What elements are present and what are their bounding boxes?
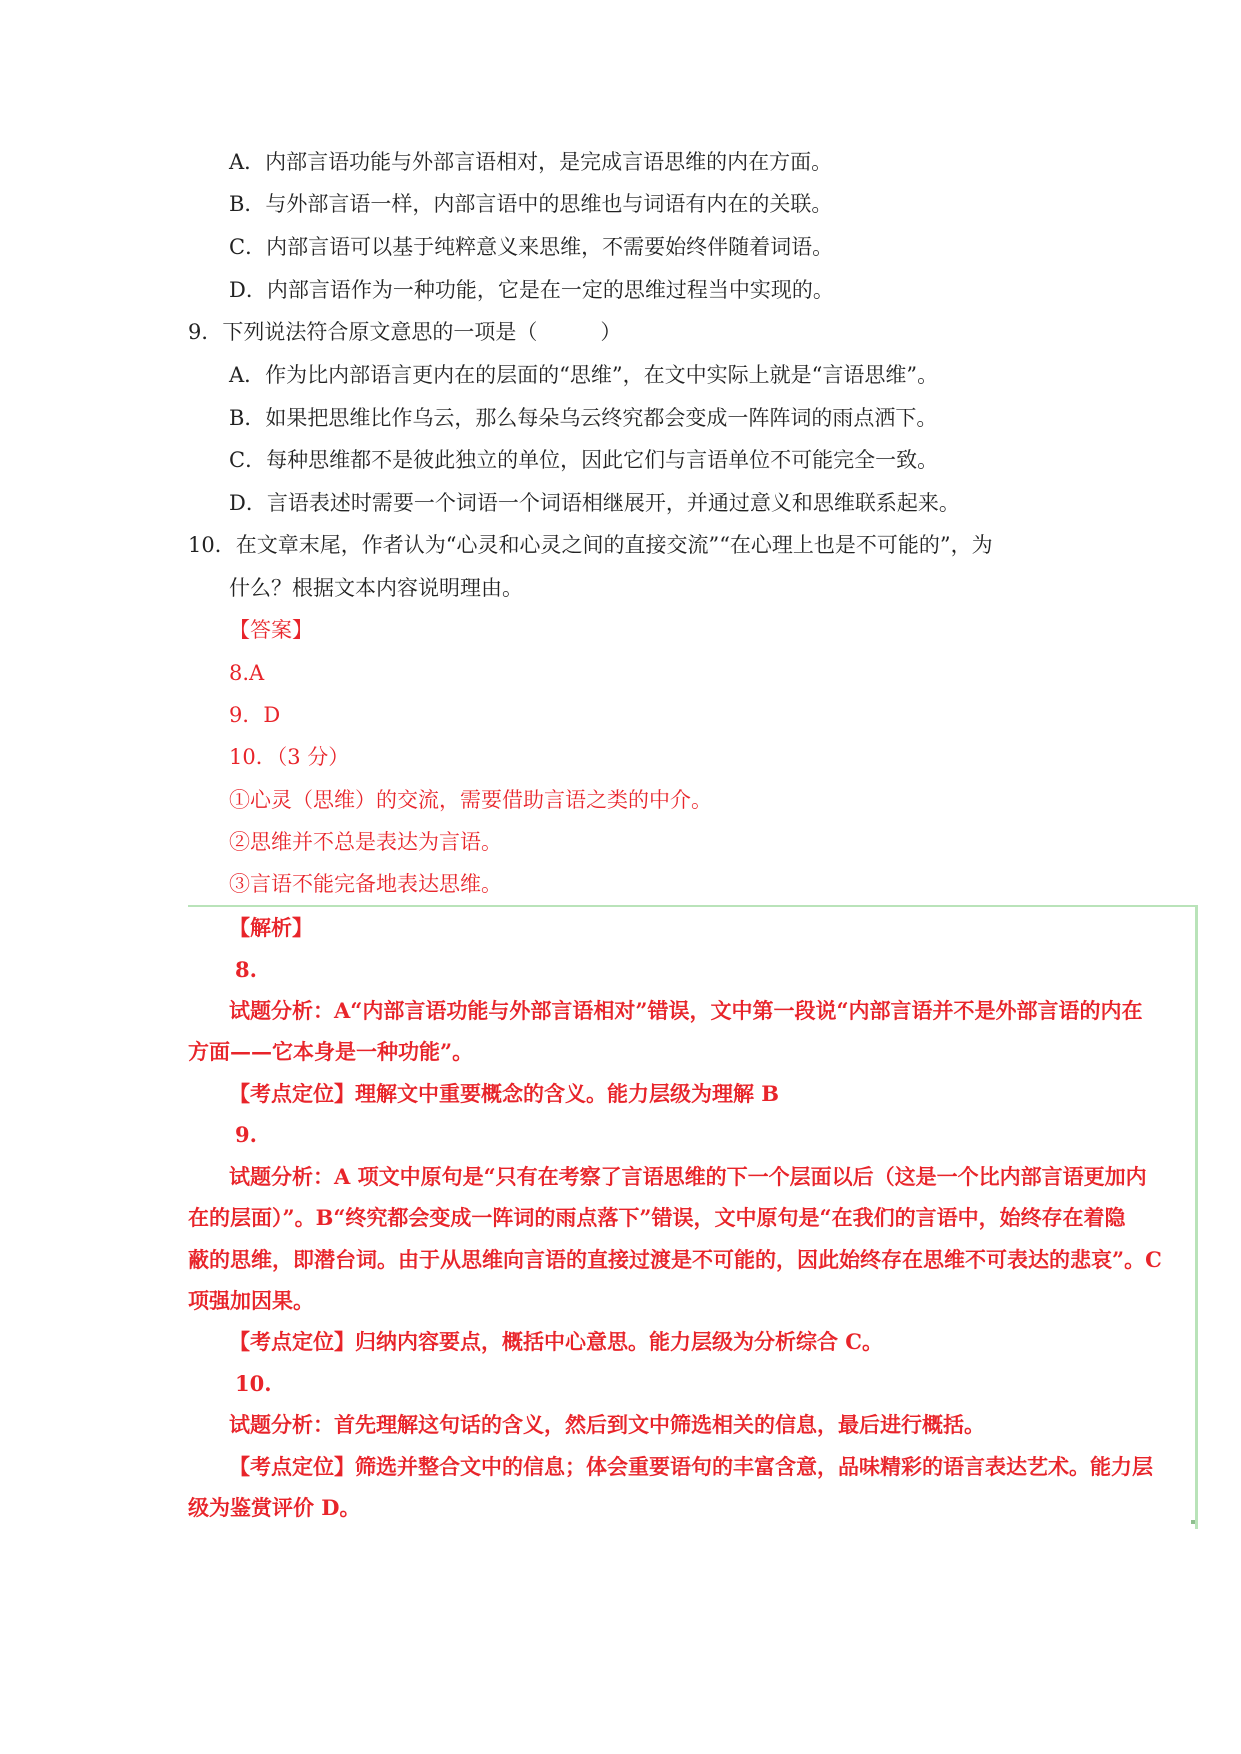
answer-line: ②思维并不总是表达为言语。: [229, 830, 502, 854]
q8-option-c: C．内部言语可以基于纯粹意义来思维，不需要始终伴随着词语。: [229, 235, 834, 259]
analysis-q9-text: 在的层面）”。B“终究都会变成一阵词的雨点落下”错误，文中原句是“在我们的言语中，始终存在着隐: [188, 1205, 1126, 1230]
q9-option-b: B．如果把思维比作乌云，那么每朵乌云终究都会变成一阵阵词的雨点洒下。: [229, 406, 938, 430]
answer-line: 8.A: [229, 661, 265, 685]
q9-option-c: C．每种思维都不是彼此独立的单位，因此它们与言语单位不可能完全一致。: [229, 448, 939, 472]
analysis-q9-text: 试题分析：A 项文中原句是“只有在考察了言语思维的下一个层面以后（这是一个比内部言语更加内: [229, 1164, 1147, 1189]
analysis-q10-number: 10.: [235, 1371, 272, 1396]
q8-option-d: D．内部言语作为一种功能，它是在一定的思维过程当中实现的。: [229, 278, 834, 302]
q9-option-d: D．言语表述时需要一个词语一个词语相继展开，并通过意义和思维联系起来。: [229, 491, 960, 515]
analysis-q9-number: 9.: [235, 1122, 257, 1147]
q9-stem: 9．下列说法符合原文意思的一项是（ ）: [188, 320, 622, 344]
analysis-q10-point: 级为鉴赏评价 D。: [188, 1495, 361, 1520]
q10-stem-line2: 什么？根据文本内容说明理由。: [229, 576, 523, 600]
q8-option-b: B．与外部言语一样，内部言语中的思维也与词语有内在的关联。: [229, 192, 833, 216]
answer-line: 10．（3 分）: [229, 745, 350, 769]
analysis-heading: 【解析】: [229, 915, 313, 940]
answer-heading: 【答案】: [229, 618, 313, 642]
q10-stem-line1: 10．在文章末尾，作者认为“心灵和心灵之间的直接交流”“在心理上也是不可能的”，为: [188, 533, 993, 557]
analysis-q10-point: 【考点定位】筛选并整合文中的信息；体会重要语句的丰富含意，品味精彩的语言表达艺术。能力层: [229, 1454, 1153, 1479]
answer-line: 9．D: [229, 703, 281, 727]
q8-option-a: A．内部言语功能与外部言语相对，是完成言语思维的内在方面。: [229, 150, 833, 174]
analysis-q8-point: 【考点定位】理解文中重要概念的含义。能力层级为理解 B: [229, 1081, 780, 1106]
analysis-q10-text: 试题分析：首先理解这句话的含义，然后到文中筛选相关的信息，最后进行概括。: [229, 1412, 985, 1437]
analysis-q9-text: 项强加因果。: [188, 1288, 314, 1313]
q9-option-a: A．作为比内部语言更内在的层面的“思维”，在文中实际上就是“言语思维”。: [229, 363, 939, 387]
analysis-q8-text: 方面——它本身是一种功能”。: [188, 1039, 474, 1064]
analysis-q8-number: 8.: [235, 957, 257, 982]
answer-line: ①心灵（思维）的交流，需要借助言语之类的中介。: [229, 788, 712, 812]
box-corner-mark: [1191, 1520, 1195, 1524]
analysis-q8-text: 试题分析：A“内部言语功能与外部言语相对”错误，文中第一段说“内部言语并不是外部言语的内在: [229, 998, 1143, 1023]
analysis-q9-text: 蔽的思维，即潜台词。由于从思维向言语的直接过渡是不可能的，因此始终存在思维不可表达的悲哀”。C: [188, 1247, 1162, 1272]
answer-line: ③言语不能完备地表达思维。: [229, 872, 502, 896]
analysis-q9-point: 【考点定位】归纳内容要点，概括中心意思。能力层级为分析综合 C。: [229, 1329, 884, 1354]
